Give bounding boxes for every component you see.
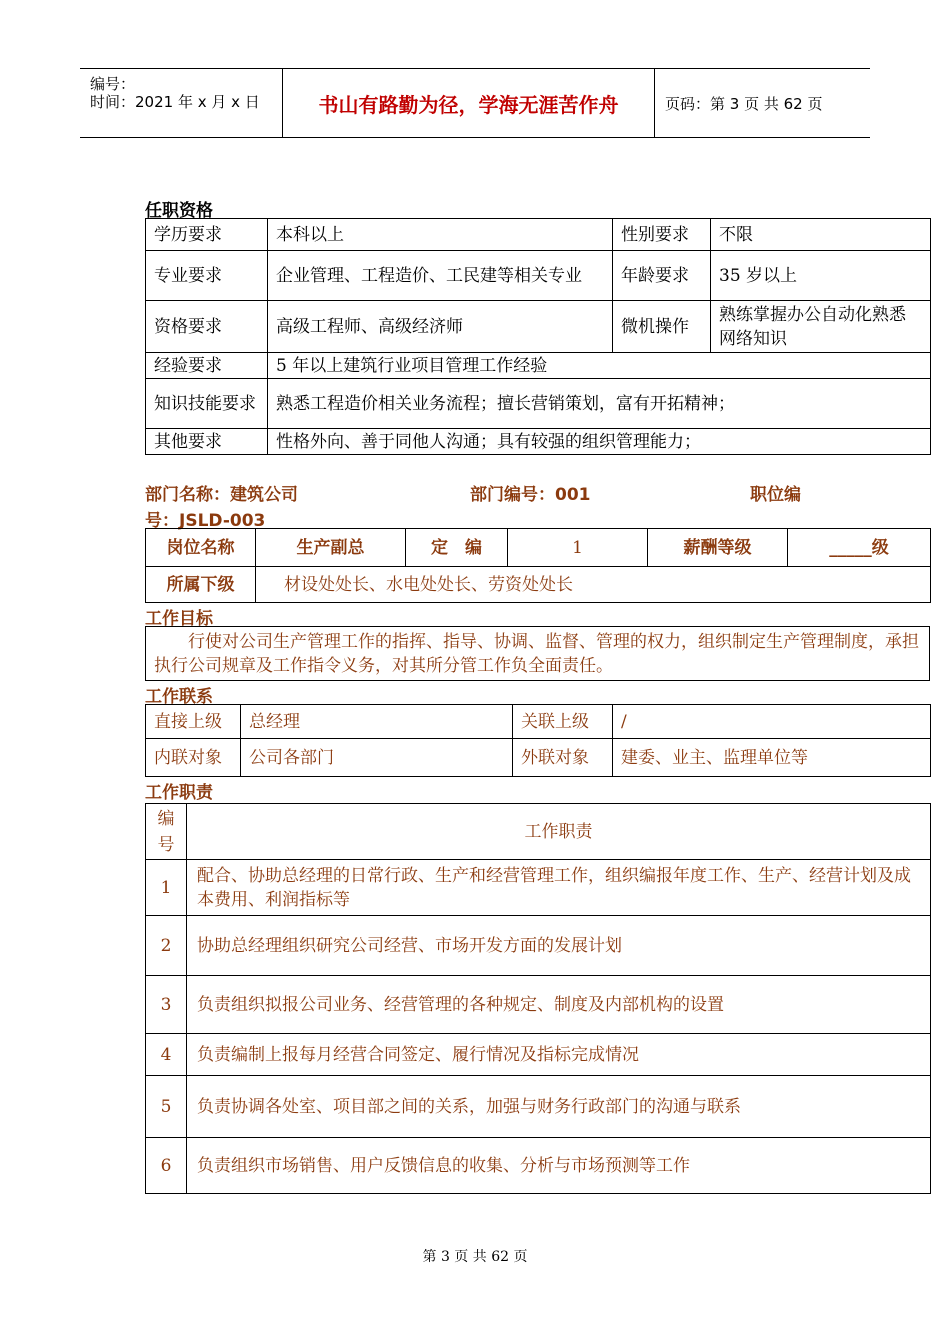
duty-no: 6: [146, 1138, 187, 1194]
header-motto: 书山有路勤为径，学海无涯苦作舟: [283, 69, 655, 137]
duty-no: 4: [146, 1034, 187, 1076]
qual-value: 本科以上: [268, 219, 613, 251]
relations-title: 工作联系: [145, 687, 213, 707]
table-row: [146, 705, 931, 739]
relation-label: 关联上级: [513, 705, 613, 739]
duties-title: 工作职责: [145, 783, 213, 803]
page-header: [80, 68, 870, 138]
goal-title: 工作目标: [145, 609, 213, 629]
goal-table: [145, 626, 930, 681]
qual-value: 性格外向、善于同他人沟通；具有较强的组织管理能力；: [268, 429, 931, 455]
doc-time-label: 时间：2021 年 x 月 x 日: [90, 93, 260, 111]
qual-value: 高级工程师、高级经济师: [268, 301, 613, 353]
salary-level-value: _____级: [788, 529, 931, 567]
table-row: [146, 429, 931, 455]
table-row: [146, 739, 931, 777]
doc-number-label: 编号：: [90, 75, 136, 93]
dept-code: 部门编号：001: [470, 485, 591, 505]
table-row: [146, 860, 931, 916]
position-label: 岗位名称: [146, 529, 256, 567]
qual-value: 5 年以上建筑行业项目管理工作经验: [268, 353, 931, 379]
duty-text: 负责编制上报每月经营合同签定、履行情况及指标完成情况: [187, 1034, 931, 1076]
header-meta: [80, 69, 283, 137]
table-row: [146, 916, 931, 976]
qual-value: 35 岁以上: [711, 251, 931, 301]
qual-value: 熟练掌握办公自动化熟悉网络知识: [711, 301, 931, 353]
qual-label: 经验要求: [146, 353, 268, 379]
duties-table: [145, 803, 931, 1194]
duty-text-header: 工作职责: [187, 804, 931, 860]
qual-label: 学历要求: [146, 219, 268, 251]
qual-label: 专业要求: [146, 251, 268, 301]
qual-label: 性别要求: [613, 219, 711, 251]
duty-no: 5: [146, 1076, 187, 1138]
relation-label: 直接上级: [146, 705, 241, 739]
duty-text: 协助总经理组织研究公司经营、市场开发方面的发展计划: [187, 916, 931, 976]
duty-no: 1: [146, 860, 187, 916]
position-table: [145, 528, 931, 603]
relation-value: 建委、业主、监理单位等: [613, 739, 931, 777]
relation-label: 内联对象: [146, 739, 241, 777]
relation-value: 公司各部门: [241, 739, 513, 777]
qual-label: 其他要求: [146, 429, 268, 455]
position-code: 号：JSLD-003: [145, 511, 266, 531]
duty-no: 2: [146, 916, 187, 976]
page-footer: 第 3 页 共 62 页: [422, 1249, 528, 1265]
duty-text: 负责组织市场销售、用户反馈信息的收集、分析与市场预测等工作: [187, 1138, 931, 1194]
salary-level-label: 薪酬等级: [648, 529, 788, 567]
qual-value: 不限: [711, 219, 931, 251]
header-page-info: 页码：第 3 页 共 62 页: [665, 94, 823, 113]
duty-text: 负责协调各处室、项目部之间的关系，加强与财务行政部门的沟通与联系: [187, 1076, 931, 1138]
table-row: [146, 1034, 931, 1076]
relation-value: /: [613, 705, 931, 739]
relation-value: 总经理: [241, 705, 513, 739]
relations-table: [145, 704, 931, 777]
table-row: [146, 976, 931, 1034]
goal-text: 行使对公司生产管理工作的指挥、指导、协调、监督、管理的权力，组织制定生产管理制度，承担执行公司规章及工作指令义务，对其所分管工作负全面责任。: [146, 627, 930, 681]
position-code-label: 职位编: [750, 485, 801, 505]
headcount-value: 1: [508, 529, 648, 567]
qualifications-title: 任职资格: [145, 201, 213, 221]
table-row: [146, 251, 931, 301]
qual-label: 资格要求: [146, 301, 268, 353]
duty-text: 配合、协助总经理的日常行政、生产和经营管理工作，组织编报年度工作、生产、经营计划及成本费用、利润指标等: [187, 860, 931, 916]
table-row: [146, 529, 931, 567]
duty-text: 负责组织拟报公司业务、经营管理的各种规定、制度及内部机构的设置: [187, 976, 931, 1034]
duty-no-header: 编号: [146, 804, 187, 860]
position-value: 生产副总: [256, 529, 406, 567]
table-row: [146, 627, 930, 681]
subordinates-label: 所属下级: [146, 567, 256, 603]
qualifications-table: [145, 218, 931, 455]
table-row: [146, 219, 931, 251]
dept-name: 部门名称：建筑公司: [145, 485, 298, 505]
qual-value: 企业管理、工程造价、工民建等相关专业: [268, 251, 613, 301]
duty-no: 3: [146, 976, 187, 1034]
qual-label: 微机操作: [613, 301, 711, 353]
table-row: [146, 1076, 931, 1138]
table-row: [146, 804, 931, 860]
table-row: [146, 567, 931, 603]
table-row: [146, 301, 931, 353]
qual-label: 知识技能要求: [146, 379, 268, 429]
subordinates-value: 材设处处长、水电处处长、劳资处处长: [256, 567, 931, 603]
qual-value: 熟悉工程造价相关业务流程；擅长营销策划，富有开拓精神；: [268, 379, 931, 429]
qual-label: 年龄要求: [613, 251, 711, 301]
headcount-label: 定 编: [406, 529, 508, 567]
relation-label: 外联对象: [513, 739, 613, 777]
table-row: [146, 353, 931, 379]
table-row: [146, 1138, 931, 1194]
table-row: [146, 379, 931, 429]
